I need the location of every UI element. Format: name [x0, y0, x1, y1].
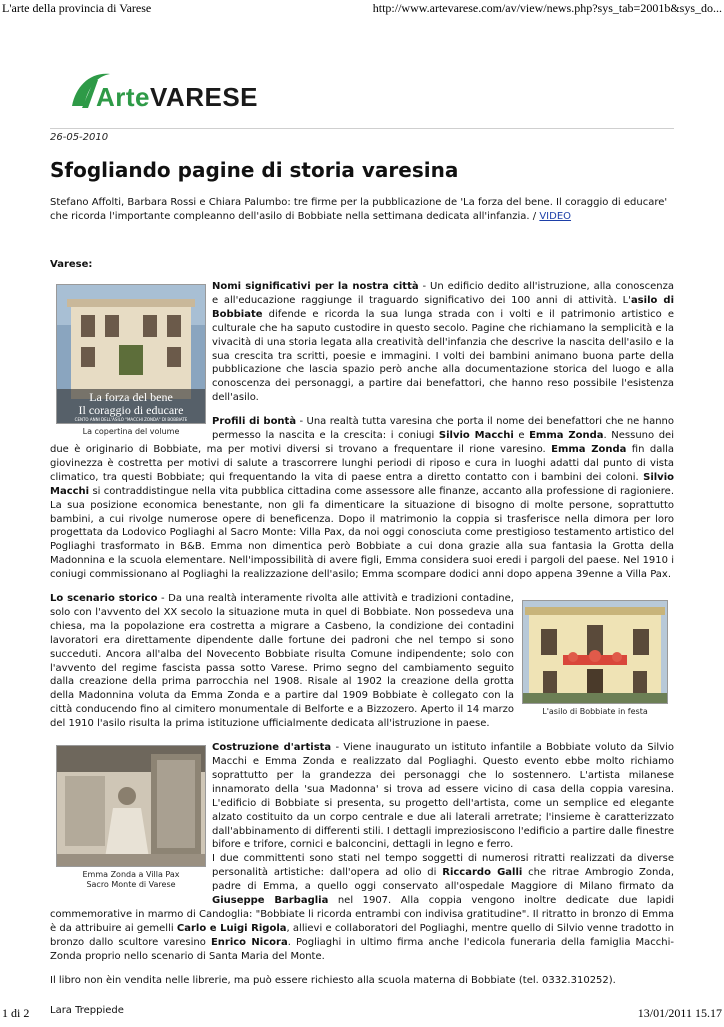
print-url: http://www.artevarese.com/av/view/news.php?sys_tab=2001b&sys_do...	[372, 1, 722, 15]
cover-title-line1: La forza del bene	[89, 390, 173, 404]
article-body	[50, 280, 674, 1027]
paragraph-5: I due committenti sono stati nel tempo soggetti di numerosi ritratti realizzati da diverse personalità artistiche: dall'opera ad olio di Riccardo Galli che ritrae Ambrogio Zonda, padre di Emma, a quello oggi conservato all'ospedale Maggiore di Milano firmato da Giuseppe Barbaglia nel 1907. Alla coppia vengono inoltre dedicate due lapidi commemorative in marmo di Candoglia: "Bobbiate li ricorda entrambi con indivisa gratitudine". Il ritratto in bronzo di Emma è da attribuire ai gemelli Carlo e Luigi Rigola, allievi e collaboratori del Pogliaghi, mentre quello di Silvio venne tradotto in bronzo dallo scultore varesino Enrico Nicora. Pogliaghi in ultimo firma anche l'edicola funeraria della famiglia Macchi-Zonda proprio nello scenario di Santa Maria del Monte.	[50, 853, 674, 962]
video-link[interactable]: VIDEO	[539, 211, 572, 222]
paragraph-4: Costruzione d'artista - Viene inaugurato un istituto infantile a Bobbiate voluto da Silvio Macchi e Emma Zonda e realizzato dal Pogliaghi. Questo evento ebbe molto richiamo soprattutto per la grandezza dei personaggi che lo sostennero. L'artista milanese innamorato della 'sua Madonna' si trova ad essere vicino di casa della coppia varesina. L'edificio di Bobbiate si presenta, su progetto dell'artista, come un semplice ed elegante alzato costituito da un corpo centrale e due ali laterali arretrate; l'insieme è caratterizzato dall'abbinamento di differenti stili. I dettagli impreziosiscono l'edificio a partire dalle finestre bifore e trifore, cornici e balconcini, dettagli in legno e ferro.	[212, 742, 674, 851]
article-title: Sfogliando pagine di storia varesina	[50, 158, 459, 182]
print-datetime: 13/01/2011 15.17	[637, 1006, 722, 1020]
p4-heading: Costruzione d'artista	[212, 742, 332, 754]
p3-heading: Lo scenario storico	[50, 593, 158, 605]
print-header	[0, 0, 724, 16]
paragraph-3: Lo scenario storico - Da una realtà interamente rivolta alle attività e tradizioni contadine, solo con l'avvento del XX secolo la situazione muta in quel di Bobbiate. Non possedeva una chiesa, ma la popolazione era costretta a migrare a Casbeno, la condizione dei contadini lavoratori era direttamente dipendente dalle fortune dei padroni che nel tempo si sono succeduti. Ancora all'alba del Novecento Bobbiate risulta Comune indipendente; solo con l'avvento del regime fascista passa sotto Varese. Primo segno del cambiamento seguito dalla creazione della prima parrocchia nel 1908. Risale al 1902 la creazione della grotta della Madonnina voluta da Emma Zonda e a partire dal 1909 Bobbiate è collegato con la città conducendo fino al cimitero monumentale di Belforte e a Bizzozero. Aperto il 14 marzo del 1910 l'asilo risulta la prima istituzione ufficialmente dedicata all'istruzione in paese.	[50, 593, 514, 730]
header-divider	[50, 128, 674, 129]
p1-heading: Nomi significativi per la nostra città	[212, 281, 419, 292]
p2-heading: Profili di bontà	[212, 416, 297, 428]
school-photo	[522, 600, 668, 704]
paragraph-1: Nomi significativi per la nostra città - Un edificio dedito all'istruzione, alla conoscenza e all'educazione raggiunge il traguardo significativo dei 100 anni di attività. L'asilo di Bobbiate difende e ricorda la sua lunga strada con i volti e il patrimonio artistico e culturale che ha saputo custodire in questo secolo. Pagine che richiamano la semplicità e la vivacità di una storia legata alla creatività dell'infanzia che descrive la nascita dell'asilo e la sua crescita tra scritti, poesie e immagini. I volti dei bambini animano buona parte della pubblicazione che lascia spazio però anche alla documentazione storica del luogo e alla conoscenza dei personaggi, a partire dai benefattori, che hanno reso possibile l'esistenza dell'asilo.	[212, 281, 675, 404]
artevarese-logo[interactable]	[68, 68, 278, 114]
cover-caption: La copertina del volume	[82, 427, 180, 436]
print-page-number: 1 di 2	[2, 1006, 30, 1020]
paragraph-6: Il libro non èin vendita nelle librerie, ma può essere richiesto alla scuola materna di Bobbiate (tel. 0332.310252).	[50, 974, 616, 986]
school-caption: L'asilo di Bobbiate in festa	[542, 707, 648, 717]
portrait-photo	[56, 745, 206, 867]
article-date: 26-05-2010	[50, 132, 109, 143]
cover-subtitle: CENTO ANNI DELL'ASILO "MACCHI ZONDA" DI BOBBIATE	[74, 417, 188, 422]
cover-title-line2: Il coraggio di educare	[78, 403, 184, 417]
logo-word-arte: Arte	[96, 82, 151, 112]
intro-text: Stefano Affolti, Barbara Rossi e Chiara Palumbo: tre firme per la pubblicazione de 'La forza del bene. Il coraggio di educare' che ricorda l'importante compleanno dell'asilo di Bobbiate nella settimana dedicata all'infanzia. /	[50, 197, 668, 222]
figure-portrait	[56, 745, 206, 890]
print-page-title: L'arte della provincia di Varese	[2, 1, 152, 15]
cover-photo	[56, 284, 206, 424]
figure-cover	[56, 284, 206, 437]
figure-school	[522, 600, 668, 717]
portrait-caption-2: Sacro Monte di Varese	[86, 880, 176, 890]
logo-word-varese: VARESE	[150, 82, 259, 112]
article-intro	[50, 196, 674, 224]
article-author: Lara Treppiede	[50, 1004, 124, 1016]
paragraph-2: Profili di bontà - Una realtà tutta varesina che porta il nome dei benefattori che ne hanno permesso la nascita e la crescita: i coniugi Silvio Macchi e Emma Zonda. Nessuno dei due è originario di Bobbiate, ma per motivi diversi si trovano a frequentare il rione varesino. Emma Zonda fin dalla giovinezza è costretta per motivi di salute a trascorrere lunghi periodi di riposo e cura in luoghi adatti dal punto di vista climatico, tra questi Bobbiate; qui frequentando la vita di paese entra a diretto contatto con i bambini dei coloni. Silvio Macchi si contraddistingue nella vita pubblica cittadina come assessore alle finanze, accanto alla professione di ragioniere. La sua posizione economica benestante, non gli fa dimenticare la situazione di bisogno di molte persone, soprattutto bambini, a cui rivolge numerose opere di beneficenza. Dopo il matrimonio la coppia si trasferisce nella dimora per loro progettata da Lodovico Pogliaghi al Sacro Monte: Villa Pax, da noi oggi conosciuta come prestigioso testamento artistico del Pogliaghi trasformato in B&B. Emma non dimentica però Bobbiate a cui dona grazie alla sua fantasia la Grotta della Madonnina e la scuola elementare. Nell'impossibilità di avere figli, Emma considera suoi eredi i pargoli del paese. Nel 1910 i coniugi commissionano al Pogliaghi la realizzazione dell'asilo; Emma scompare dodici anni dopo appena 39enne a Villa Pax.	[50, 416, 675, 581]
print-footer	[0, 1008, 724, 1024]
portrait-caption-1: Emma Zonda a Villa Pax	[82, 870, 180, 880]
logo-wordmark	[96, 82, 258, 113]
article-city: Varese:	[50, 259, 93, 270]
